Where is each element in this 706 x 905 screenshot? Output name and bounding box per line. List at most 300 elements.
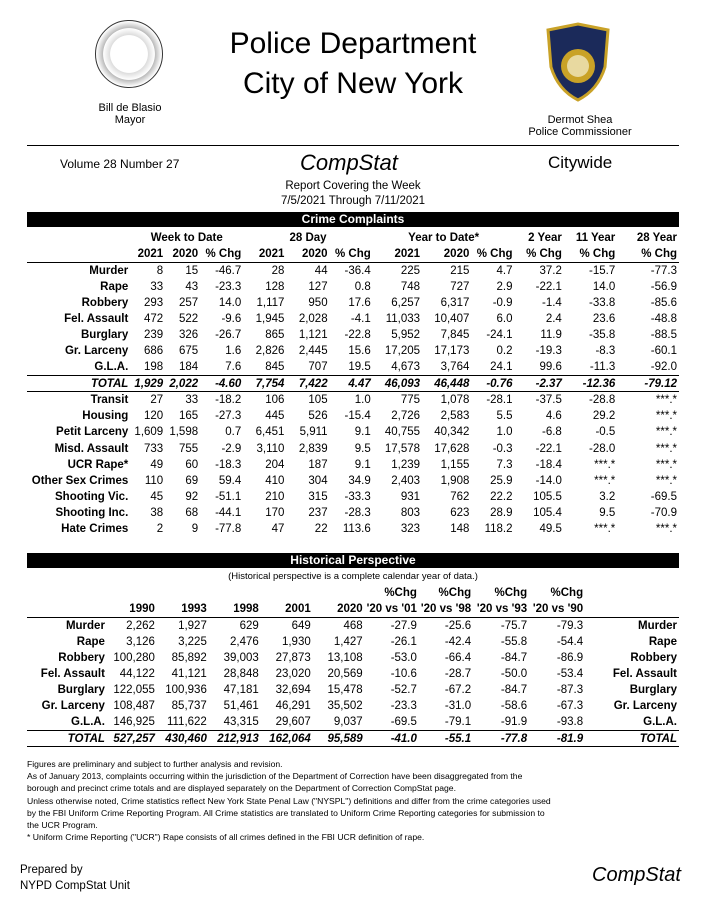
group-header: 11 Year	[575, 232, 616, 245]
table-cell: 1.0	[354, 394, 371, 407]
row-label: TOTAL	[27, 376, 130, 392]
table-cell: 1.0	[496, 426, 513, 439]
table-cell: -28.8	[589, 394, 616, 407]
table-cell: 29,607	[275, 716, 311, 729]
table-cell: 99.6	[539, 361, 562, 374]
table-cell: -33.3	[344, 491, 371, 504]
total-row	[27, 376, 679, 392]
table-cell: 257	[178, 296, 199, 309]
table-cell: 225	[373, 262, 422, 278]
table-cell: -79.12	[617, 376, 679, 392]
row-label: Murder	[585, 617, 679, 633]
table-cell: -31.0	[444, 700, 472, 713]
historical-table	[27, 585, 679, 747]
table-cell: 95,589	[313, 731, 365, 747]
table-cell: 59.4	[218, 474, 242, 487]
mayor-title: Mayor	[114, 114, 146, 126]
table-cell: 212,913	[209, 731, 261, 747]
header-divider	[27, 145, 679, 146]
table-cell: 22.2	[490, 491, 513, 504]
table-cell: -24.1	[486, 329, 513, 342]
table-cell: -51.1	[215, 491, 242, 504]
table-cell: 707	[308, 361, 328, 374]
table-row	[27, 666, 679, 682]
table-row	[27, 698, 679, 714]
table-cell: -2.37	[515, 376, 564, 392]
table-cell: -23.3	[215, 280, 242, 293]
table-cell: 727	[450, 280, 470, 293]
column-header: 2020	[172, 248, 199, 261]
row-label: Other Sex Crimes	[31, 474, 129, 487]
table-cell: 118.2	[484, 523, 513, 536]
row-label: UCR Rape*	[67, 458, 129, 471]
table-cell: -88.5	[650, 329, 677, 342]
table-cell: 29.2	[592, 410, 616, 423]
table-cell: 13,108	[327, 651, 363, 664]
table-cell: 2,839	[298, 442, 328, 455]
table-cell: 2,028	[298, 313, 328, 326]
table-cell: 1,239	[391, 458, 421, 471]
table-row	[27, 262, 679, 278]
table-cell: 623	[450, 507, 470, 520]
table-cell: 32,694	[275, 684, 311, 697]
table-cell: -93.8	[556, 716, 584, 729]
table-cell: -77.8	[215, 523, 242, 536]
table-cell: 237	[308, 507, 328, 520]
table-cell: 2,262	[107, 617, 157, 633]
table-cell: 17,628	[434, 442, 470, 455]
table-cell: 23,020	[275, 668, 311, 681]
table-cell: 105.5	[533, 491, 562, 504]
row-label: Burglary	[57, 684, 105, 697]
column-header	[261, 585, 313, 601]
table-cell: 326	[178, 329, 199, 342]
table-cell: 522	[178, 313, 199, 326]
table-cell: 1,078	[440, 394, 470, 407]
table-cell: 43,315	[223, 716, 259, 729]
table-row	[27, 521, 679, 537]
table-cell: -67.3	[556, 700, 584, 713]
column-header: '20 vs '90	[532, 603, 584, 616]
table-cell: 6.0	[496, 313, 513, 326]
table-cell: 28,848	[223, 668, 259, 681]
table-cell: 170	[265, 507, 285, 520]
table-cell: -58.6	[500, 700, 528, 713]
table-cell: 11.9	[540, 329, 562, 342]
group-header: Year to Date*	[408, 232, 480, 245]
column-header: % Chg	[205, 248, 242, 261]
table-cell: 15,478	[327, 684, 363, 697]
column-header: 1990	[129, 603, 155, 616]
group-header: Week to Date	[150, 232, 223, 245]
table-cell: 11,033	[385, 313, 421, 326]
table-cell: 9.5	[599, 507, 616, 520]
table-cell: ***.*	[655, 442, 677, 455]
table-cell: 2,476	[230, 635, 259, 648]
table-cell: -50.0	[500, 668, 528, 681]
footnote-line: by the FBI Uniform Crime Reporting Program. All Crime statistics are translated to Uniform Crime Reporting categories for submission to	[27, 807, 545, 818]
table-cell: 34.9	[348, 474, 371, 487]
table-row	[27, 634, 679, 650]
row-label: Murder	[27, 262, 130, 278]
table-row	[27, 360, 679, 376]
row-label: TOTAL	[27, 731, 107, 747]
table-cell: 68	[185, 507, 199, 520]
table-cell: 24.1	[490, 361, 513, 374]
table-cell: 20,569	[327, 668, 363, 681]
table-cell: 40,755	[384, 426, 421, 439]
table-cell: 17,578	[384, 442, 421, 455]
table-cell: -85.6	[650, 296, 677, 309]
table-cell: 323	[400, 523, 421, 536]
table-cell	[585, 585, 679, 601]
table-cell: 46,291	[275, 700, 311, 713]
table-cell: 430,460	[157, 731, 209, 747]
table-cell: 4.7	[471, 262, 514, 278]
table-row	[27, 457, 679, 473]
table-cell: 165	[178, 410, 199, 423]
table-cell: 113.6	[342, 523, 371, 536]
table-cell: 27,873	[275, 651, 311, 664]
table-cell: 239	[144, 329, 164, 342]
table-cell: 5,911	[299, 426, 328, 439]
row-label: Rape	[76, 635, 105, 648]
total-row	[27, 731, 679, 747]
table-cell: 6,451	[255, 426, 285, 439]
column-header	[157, 585, 209, 601]
table-cell: 9.1	[354, 426, 371, 439]
table-cell: 2,726	[391, 410, 421, 423]
table-row	[27, 473, 679, 489]
table-cell: 2,826	[255, 345, 285, 358]
table-cell: 5.5	[496, 410, 513, 423]
column-header: % Chg	[641, 248, 677, 261]
table-cell: -27.9	[365, 617, 419, 633]
table-cell: -28.0	[589, 442, 616, 455]
table-row	[27, 440, 679, 456]
column-header: % Chg	[526, 248, 562, 261]
row-label: Misd. Assault	[54, 442, 129, 455]
table-cell: -26.7	[215, 329, 242, 342]
table-cell	[27, 601, 107, 617]
table-cell: 472	[144, 313, 164, 326]
row-label: G.L.A.	[643, 716, 677, 729]
table-cell: -53.0	[390, 651, 417, 664]
table-cell: 865	[265, 329, 285, 342]
commissioner-title: Police Commissioner	[528, 126, 632, 138]
table-cell: 37.2	[515, 262, 564, 278]
report-line2: 7/5/2021 Through 7/11/2021	[280, 195, 426, 207]
column-header: '20 vs '93	[476, 603, 528, 616]
table-cell: 14.0	[218, 296, 242, 309]
row-label: Robbery	[81, 296, 129, 309]
row-label: G.L.A.	[94, 361, 129, 374]
column-header-row	[27, 246, 679, 262]
page-title-line1: Police Department	[229, 27, 477, 60]
table-cell: 293	[144, 296, 164, 309]
table-cell: 755	[178, 442, 199, 455]
crime-complaints-table	[27, 230, 679, 538]
row-label: Burglary	[629, 684, 677, 697]
row-label: Transit	[90, 394, 129, 407]
compstat-footer-logo: CompStat	[592, 864, 681, 886]
table-cell: 2,403	[391, 474, 421, 487]
commissioner-name: Dermot Shea	[547, 114, 613, 126]
column-header: 1998	[233, 603, 259, 616]
table-cell: 92	[185, 491, 199, 504]
table-cell: 4.6	[545, 410, 562, 423]
table-cell: -75.7	[473, 617, 529, 633]
table-cell: 2,583	[440, 410, 470, 423]
table-cell: ***.*	[594, 523, 616, 536]
table-cell: 22	[314, 523, 328, 536]
table-cell: ***.*	[655, 523, 677, 536]
volume-number: Volume 28 Number 27	[60, 157, 180, 171]
footnote-line: borough and precinct crime totals and are displayed separately on the Department of Correction CompStat page.	[27, 783, 456, 794]
table-cell: -66.4	[444, 651, 472, 664]
table-row	[27, 408, 679, 424]
table-cell: ***.*	[594, 458, 616, 471]
table-cell: 38	[150, 507, 164, 520]
table-cell: -70.9	[650, 507, 677, 520]
table-cell: 46,093	[373, 376, 422, 392]
table-cell: -0.9	[492, 296, 513, 309]
table-cell: 19.5	[348, 361, 371, 374]
table-cell: 1,427	[333, 635, 363, 648]
table-cell: 9,037	[333, 716, 363, 729]
table-cell: 7.3	[496, 458, 513, 471]
table-cell	[585, 601, 679, 617]
row-label: Burglary	[80, 329, 129, 342]
table-cell: -79.1	[444, 716, 472, 729]
table-cell: ***.*	[655, 426, 677, 439]
table-cell: -10.6	[390, 668, 417, 681]
column-header: % Chg	[476, 248, 513, 261]
table-cell: 28	[243, 262, 286, 278]
table-cell: -56.9	[650, 280, 677, 293]
table-cell: -6.8	[542, 426, 562, 439]
table-cell: 748	[400, 280, 421, 293]
table-row	[27, 343, 679, 359]
table-cell: 468	[313, 617, 365, 633]
table-cell: 17,173	[434, 345, 470, 358]
table-cell: -23.3	[390, 700, 417, 713]
table-cell: 4,673	[391, 361, 421, 374]
group-header: 28 Day	[289, 232, 327, 245]
table-cell: 111,622	[166, 716, 207, 729]
table-cell: ***.*	[655, 474, 677, 487]
table-cell: -22.1	[535, 442, 562, 455]
table-row	[27, 424, 679, 440]
table-cell: -4.60	[200, 376, 243, 392]
nypd-badge-icon	[543, 22, 613, 102]
table-cell: 49.5	[539, 523, 562, 536]
table-cell: 1,609	[134, 426, 164, 439]
table-cell: -25.6	[419, 617, 473, 633]
row-label: Murder	[27, 617, 107, 633]
table-cell: 1,927	[157, 617, 209, 633]
table-cell: 7,422	[286, 376, 329, 392]
table-cell: 675	[178, 345, 199, 358]
table-cell: 526	[308, 410, 328, 423]
table-cell: 629	[209, 617, 261, 633]
table-cell: 6,317	[440, 296, 470, 309]
table-cell: 3.2	[599, 491, 616, 504]
table-cell: 304	[308, 474, 328, 487]
table-cell: 1,155	[440, 458, 470, 471]
table-cell	[27, 246, 130, 262]
table-cell: 41,121	[171, 668, 207, 681]
table-cell: 649	[261, 617, 313, 633]
table-cell: 950	[308, 296, 328, 309]
table-row	[27, 505, 679, 521]
table-cell: -55.8	[500, 635, 528, 648]
table-cell: -60.1	[650, 345, 677, 358]
row-label: Petit Larceny	[56, 426, 129, 439]
table-cell: -44.1	[215, 507, 242, 520]
table-cell: -0.5	[595, 426, 616, 439]
table-cell: -54.4	[556, 635, 584, 648]
footnotes	[27, 758, 687, 843]
table-cell: 215	[422, 262, 471, 278]
table-cell: -15.7	[564, 262, 617, 278]
page-title-line2: City of New York	[242, 67, 464, 100]
compstat-title: CompStat	[300, 150, 398, 175]
table-cell: 108,487	[113, 700, 155, 713]
column-header-row	[27, 601, 679, 617]
table-cell: 7,845	[440, 329, 470, 342]
table-cell: 47,181	[223, 684, 259, 697]
table-cell: 17,205	[384, 345, 421, 358]
row-label: Fel. Assault	[612, 668, 677, 681]
group-header: 28 Year	[636, 232, 677, 245]
table-cell: 1,117	[256, 296, 285, 309]
table-cell: 2,445	[298, 345, 328, 358]
column-header: %Chg	[384, 587, 417, 600]
table-cell: 46,448	[422, 376, 471, 392]
table-cell: ***.*	[594, 474, 616, 487]
table-cell: 146,925	[113, 716, 155, 729]
table-cell: -84.7	[500, 651, 528, 664]
table-cell: 845	[265, 361, 285, 374]
table-cell: 2,022	[165, 376, 200, 392]
table-row	[27, 650, 679, 666]
table-cell: 8	[130, 262, 165, 278]
table-cell: 14.0	[592, 280, 616, 293]
row-label: G.L.A.	[71, 716, 105, 729]
table-cell: -22.1	[535, 280, 562, 293]
table-cell: 527,257	[107, 731, 157, 747]
row-label: Hate Crimes	[61, 523, 129, 536]
row-label: Gr. Larceny	[613, 700, 677, 713]
table-cell: -33.8	[589, 296, 616, 309]
table-cell: -35.8	[589, 329, 616, 342]
table-cell: -48.8	[650, 313, 677, 326]
table-cell: 49	[150, 458, 164, 471]
table-cell: -26.1	[390, 635, 417, 648]
column-header: % Chg	[334, 248, 371, 261]
table-cell: 128	[265, 280, 285, 293]
table-cell: -2.9	[221, 442, 242, 455]
table-cell: -69.5	[650, 491, 677, 504]
table-cell: -87.3	[556, 684, 584, 697]
column-header: 2020	[337, 603, 363, 616]
footnote-line: * Uniform Crime Reporting ("UCR") Rape consists of all crimes defined in the FBI UCR definition of rape.	[27, 832, 425, 843]
table-cell: 2	[156, 523, 164, 536]
table-cell: -8.3	[595, 345, 616, 358]
table-cell: -15.4	[344, 410, 371, 423]
table-cell: 35,502	[327, 700, 363, 713]
column-header	[209, 585, 261, 601]
row-label: Fel. Assault	[64, 313, 129, 326]
table-cell: 6,257	[391, 296, 421, 309]
table-cell: -18.3	[215, 458, 242, 471]
table-cell	[27, 585, 107, 601]
table-cell: 1,930	[281, 635, 311, 648]
table-cell: -69.5	[390, 716, 417, 729]
crime-complaints-bar: Crime Complaints	[27, 212, 679, 227]
table-cell: ***.*	[655, 458, 677, 471]
table-cell: -18.2	[215, 394, 242, 407]
footnote-line: the UCR Program.	[27, 820, 98, 831]
table-cell: 210	[265, 491, 285, 504]
column-header: 1993	[181, 603, 207, 616]
table-cell: 28.9	[490, 507, 513, 520]
table-cell: 44	[286, 262, 329, 278]
table-cell: -46.7	[200, 262, 243, 278]
table-cell: -37.5	[535, 394, 562, 407]
footnote-line: Figures are preliminary and subject to further analysis and revision.	[27, 759, 283, 769]
table-row	[27, 617, 679, 633]
table-cell: 1,945	[255, 313, 285, 326]
table-cell: 204	[265, 458, 285, 471]
table-cell: 40,342	[434, 426, 470, 439]
table-cell: -22.8	[344, 329, 371, 342]
column-header: '20 vs '01	[366, 603, 417, 616]
table-cell: -67.2	[444, 684, 472, 697]
table-cell: 105	[308, 394, 328, 407]
table-cell: 17.6	[348, 296, 371, 309]
table-row	[27, 279, 679, 295]
row-label: Shooting Inc.	[55, 507, 129, 520]
table-cell: -53.4	[556, 668, 584, 681]
table-row	[27, 715, 679, 731]
table-cell: 122,055	[113, 684, 155, 697]
row-label: TOTAL	[585, 731, 679, 747]
table-row	[27, 311, 679, 327]
table-cell: 3,126	[126, 635, 155, 648]
column-header: 2021	[137, 248, 164, 261]
column-header: 2021	[258, 248, 285, 261]
table-cell: 3,110	[256, 442, 285, 455]
table-cell: 43	[185, 280, 199, 293]
row-label: Shooting Vic.	[55, 491, 129, 504]
table-cell: 148	[450, 523, 470, 536]
table-cell: -0.3	[492, 442, 513, 455]
table-cell: 33	[150, 280, 164, 293]
table-cell: 3,764	[440, 361, 470, 374]
table-cell: 105.4	[533, 507, 562, 520]
table-cell: 775	[400, 394, 421, 407]
column-header: % Chg	[579, 248, 616, 261]
table-cell: 51,461	[223, 700, 259, 713]
table-cell: 9	[191, 523, 199, 536]
column-header-row-top	[27, 585, 679, 601]
column-header: %Chg	[494, 587, 528, 600]
table-cell: 45	[150, 491, 164, 504]
table-cell: 106	[265, 394, 285, 407]
table-cell: 127	[308, 280, 328, 293]
